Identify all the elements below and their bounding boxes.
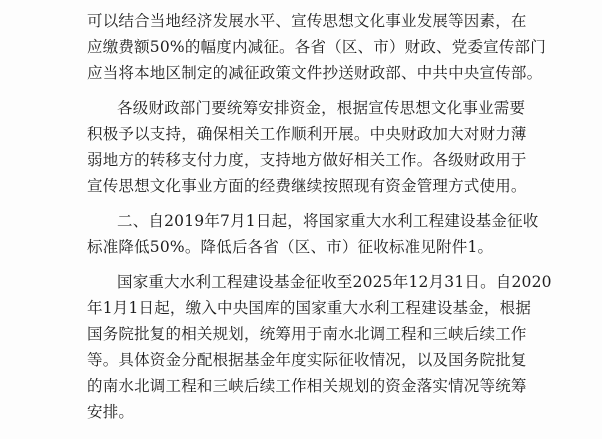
text-line: 弱地方的转移支付力度，支持地方做好相关工作。各级财政用于 [87,151,527,169]
text-line: 应缴费额50%的幅度内减征。各省（区、市）财政、党委宣传部门 [87,38,546,56]
paragraph-start-line: 各级财政部门要统筹安排资金，根据宣传思想文化事业需要 [117,99,526,117]
text-line: 安排。 [87,403,135,421]
text-line: 年1月1日起，缴入中央国库的国家重大水利工程建设基金，根据 [87,299,532,317]
text-line: 应当将本地区制定的减征政策文件抄送财政部、中共中央宣传部。 [87,64,543,82]
paragraph-start-line: 国家重大水利工程建设基金征收至2025年12月31日。自2020 [117,273,552,291]
text-line: 标准降低50%。降低后各省（区、市）征收标准见附件1。 [87,238,494,256]
text-line: 宣传思想文化事业方面的经费继续按照现有资金管理方式使用。 [87,177,527,195]
text-line: 的南水北调工程和三峡后续工作相关规划的资金落实情况等统筹 [87,377,527,395]
text-line: 可以结合当地经济发展水平、宣传思想文化事业发展等因素，在 [87,12,527,30]
section-heading-line: 二、自2019年7月1日起，将国家重大水利工程建设基金征收 [117,212,539,230]
text-line: 国务院批复的相关规划，统筹用于南水北调工程和三峡后续工作 [87,325,527,343]
text-line: 等。具体资金分配根据基金年度实际征收情况，以及国务院批复 [87,351,527,369]
text-line: 积极予以支持，确保相关工作顺利开展。中央财政加大对财力薄 [87,125,527,143]
